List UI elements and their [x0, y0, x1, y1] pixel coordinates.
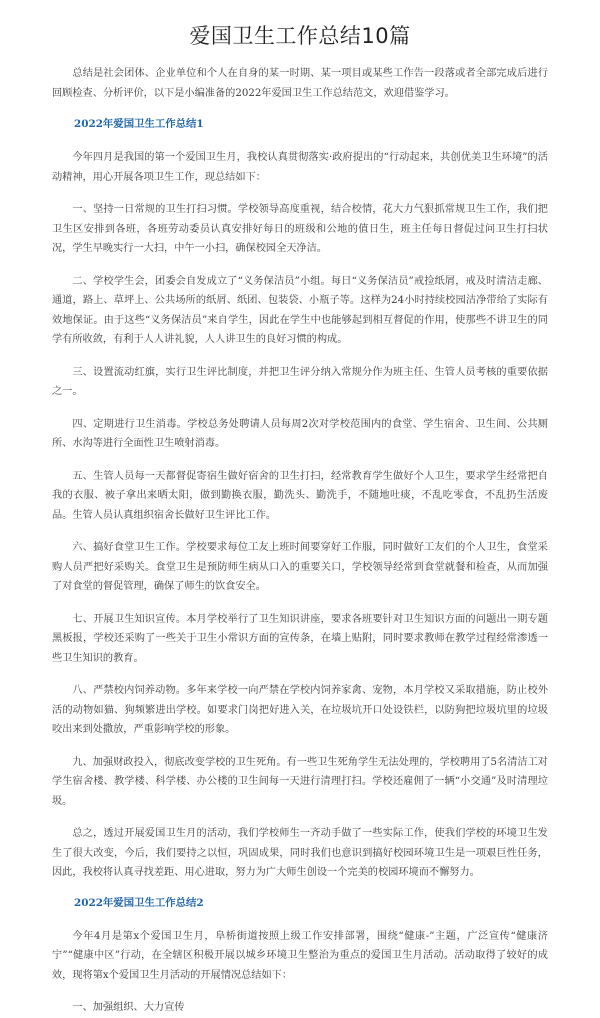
section-1-paragraph-item-3: 三、设置流动红旗，实行卫生评比制度，并把卫生评分纳入常规分作为班主任、生管人员考核的重要依据之一。	[52, 366, 548, 397]
section-1-paragraph-item-6: 六、搞好食堂卫生工作。学校要求每位工友上班时间要穿好工作服，同时做好工友们的个人卫生，食堂采购人员严把好采购关。食堂卫生是预防师生病从口入的重要关口，学校领导经常到食堂就餐和检查，从而加强了对食堂的督促管理，确保了师生的饮食安全。	[52, 542, 548, 592]
section-1-paragraph-item-7: 七、开展卫生知识宣传。本月学校举行了卫生知识讲座，要求各班要针对卫生知识方面的问题出一期专题黑板报，学校还采购了一些关于卫生小常识方面的宣传条，在墙上贴附，同时要求教师在教学过程经常渗透一些卫生知识的教育。	[52, 613, 548, 664]
section-1-paragraph-item-2: 二、学校学生会，团委会自发成立了“义务保洁员”小组。每日“义务保洁员”戒捡纸屑，戒及时清洁走廊、通道，路上、草坪上、公共场所的纸屑、纸团、包装袋、小瓶子等。这样为24小时持续校园洁净带给了实际有效地保证。由于这些“义务保洁员”来自学生，因此在学生中也能够起到相互督促的作用，使那些不讲卫生的同学有所收敛，有利于人人讲礼貌，人人讲卫生的良好习惯的构成。	[52, 275, 548, 345]
section-1-paragraph-item-1: 一、坚持一日常规的卫生打扫习惯。学校领导高度重视，结合校情，花大力气狠抓常规卫生工作，我们把卫生区安排到各班，各班劳动委员认真安排好每日的班级和公地的值日生，班主任每日督促过问卫生打扫状况，学生早晚实行一大扫，中午一小扫，确保校园全天净洁。	[52, 204, 548, 254]
section-2-paragraph-opening: 今年4月是第x个爱国卫生月，阜桥街道按照上级工作安排部署，围绕“健康-”主题，广泛宣传“健康济宁”“健康中区”行动，在全辖区积极开展以城乡环境卫生整治为重点的爱国卫生月活动。活动取得了较好的成效，现将第x个爱国卫生月活动的开展情况总结如下：	[52, 930, 548, 981]
section-1-paragraph-item-9: 九、加强财政投入，彻底改变学校的卫生死角。有一些卫生死角学生无法处理的，学校聘用了5名清洁工对学生宿舍楼、教学楼、科学楼、办公楼的卫生间每一天进行清理打扫。学校还雇佣了一辆“小交通”及时清理垃圾。	[52, 756, 548, 807]
section-1-paragraph-item-5: 五、生管人员每一天都督促寄宿生做好宿舍的卫生打扫，经常教育学生做好个人卫生，要求学生经常把自我的衣服、被子拿出来晒太阳，做到勤换衣服，勤洗头、勤洗手，不随地吐痰，不乱吃零食，不乱扔生活废品。生管人员认真组织宿舍长做好卫生评比工作。	[52, 470, 548, 521]
section-2-subheading-1: 一、加强组织、大力宣传	[72, 1002, 185, 1013]
section-1-paragraph-conclusion: 总之，透过开展爱国卫生月的活动，我们学校师生一齐动手做了一些实际工作，使我们学校的环境卫生发生了很大改变，今后，我们要持之以恒，巩固成果，同时我们也意识到搞好校园环境卫生是一项艰巨性任务，因此，我校将认真寻找差距、用心进取，努力为广大师生创设一个完美的校园环境而不懈努力。	[52, 828, 548, 878]
intro-paragraph: 总结是社会团体、企业单位和个人在自身的某一时期、某一项目或某些工作告一段落或者全部完成后进行回顾检查、分析评价，以下是小编准备的2022年爱国卫生工作总结范文，欢迎借鉴学习。	[52, 68, 548, 99]
document-title: 爱国卫生工作总结10篇	[189, 24, 411, 48]
section-heading-1: 2022年爱国卫生工作总结1	[74, 118, 204, 130]
section-1-paragraph-item-4: 四、定期进行卫生消毒。学校总务处聘请人员每周2次对学校范围内的食堂、学生宿舍、卫生间、公共厕所、水沟等进行全面性卫生喷射消毒。	[52, 418, 548, 449]
section-heading-2: 2022年爱国卫生工作总结2	[74, 896, 204, 909]
section-1-paragraph-opening: 今年四月是我国的第一个爱国卫生月，我校认真贯彻落实·政府提出的“行动起来，共创优美卫生环境”的活动精神，用心开展各项卫生工作，现总结如下：	[52, 152, 548, 183]
section-1-paragraph-item-8: 八、严禁校内饲养动物。多年来学校一向严禁在学校内饲养家禽、宠物，本月学校又采取措施，防止校外活的动物如猫、狗频繁进出学校。如要求门岗把好进入关，在垃圾坑开口处设铁栏，以防狗把垃圾坑里的垃圾咬出来到处撒放，严重影响学校的形象。	[52, 685, 548, 735]
